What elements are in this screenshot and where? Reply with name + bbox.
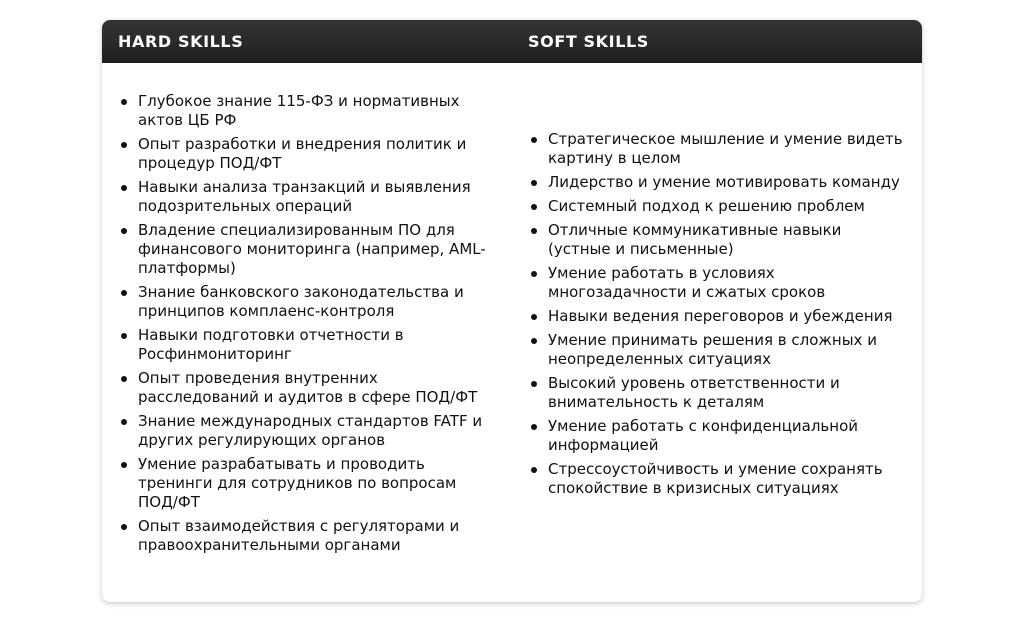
soft-skills-heading: SOFT SKILLS — [528, 32, 649, 51]
hard-skill-item: Опыт разработки и внедрения политик и процедур ПОД/ФТ — [118, 135, 498, 173]
soft-skill-item: Стратегическое мышление и умение видеть картину в целом — [528, 130, 908, 168]
hard-skill-item: Глубокое знание 115-ФЗ и нормативных актов ЦБ РФ — [118, 92, 498, 130]
hard-skill-item: Знание международных стандартов FATF и других регулирующих органов — [118, 412, 498, 450]
soft-skill-item: Отличные коммуникативные навыки (устные и письменные) — [528, 221, 908, 259]
hard-skill-item: Опыт взаимодействия с регуляторами и правоохранительными органами — [118, 517, 498, 555]
soft-skill-item: Умение работать с конфиденциальной информацией — [528, 417, 908, 455]
hard-skill-item: Опыт проведения внутренних расследований и аудитов в сфере ПОД/ФТ — [118, 369, 498, 407]
hard-skill-item: Умение разрабатывать и проводить тренинги для сотрудников по вопросам ПОД/ФТ — [118, 455, 498, 512]
hard-skill-item: Навыки анализа транзакций и выявления подозрительных операций — [118, 178, 498, 216]
hard-skills-heading: HARD SKILLS — [118, 32, 244, 51]
soft-skill-item: Высокий уровень ответственности и внимательность к деталям — [528, 374, 908, 412]
soft-skills-list — [528, 130, 908, 503]
hard-skill-item: Навыки подготовки отчетности в Росфинмониторинг — [118, 326, 498, 364]
soft-skill-item: Стрессоустойчивость и умение сохранять спокойствие в кризисных ситуациях — [528, 460, 908, 498]
table-header — [102, 20, 922, 63]
soft-skill-item: Лидерство и умение мотивировать команду — [528, 173, 908, 192]
hard-skills-list — [118, 92, 498, 560]
soft-skill-item: Системный подход к решению проблем — [528, 197, 908, 216]
soft-skill-item: Навыки ведения переговоров и убеждения — [528, 307, 908, 326]
hard-skill-item: Знание банковского законодательства и принципов комплаенс-контроля — [118, 283, 498, 321]
soft-skill-item: Умение принимать решения в сложных и неопределенных ситуациях — [528, 331, 908, 369]
skills-table — [102, 20, 922, 602]
soft-skill-item: Умение работать в условиях многозадачности и сжатых сроков — [528, 264, 908, 302]
hard-skill-item: Владение специализированным ПО для финансового мониторинга (например, AML-платформы) — [118, 221, 498, 278]
